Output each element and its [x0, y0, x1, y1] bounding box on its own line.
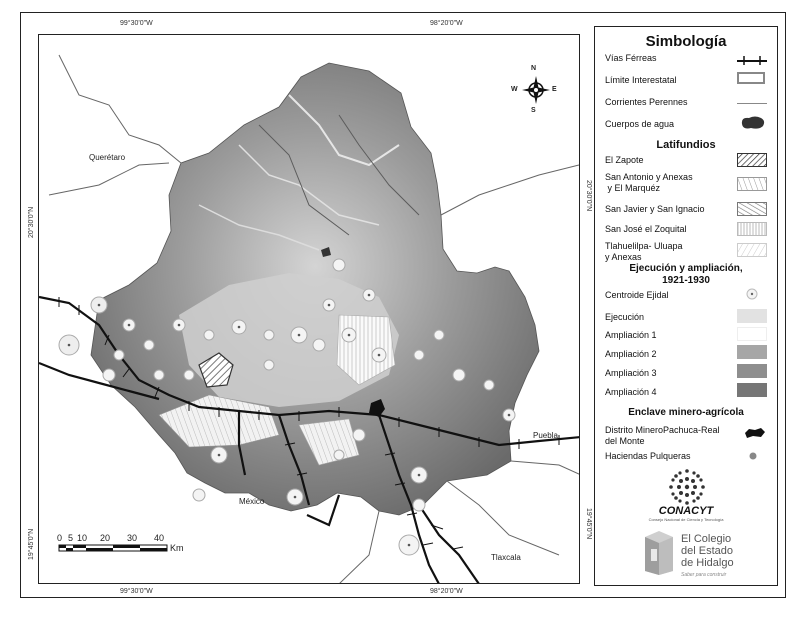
railway-icon — [735, 55, 769, 65]
latifundio-swatch-2 — [737, 202, 767, 216]
colegio-subtitle: Saber para construir — [681, 572, 727, 578]
water-body-icon — [739, 115, 767, 131]
latifundio-swatch-1 — [737, 177, 767, 191]
conacyt-logo-text: CONACYT — [658, 505, 714, 517]
coord-left-upper: 20°30'0"N — [28, 206, 35, 238]
conacyt-logo-icon — [665, 465, 709, 509]
latifundio-label-2: San Javier y San Ignacio — [605, 204, 705, 214]
compass-w: W — [511, 86, 518, 93]
latifundio-label-4: Tlahuelilpa- Uluapa y Anexas — [605, 241, 683, 262]
legend-title: Simbología — [645, 33, 727, 50]
coord-top-left: 99°30'0"W — [120, 20, 153, 27]
map-canvas — [39, 35, 580, 584]
latifundio-swatch-4 — [737, 243, 767, 257]
place-mexico: México — [239, 497, 265, 506]
river-icon — [737, 103, 767, 104]
ampliacion-swatch-4 — [737, 383, 767, 397]
colegio-line3: de Hidalgo — [681, 557, 734, 569]
colegio-line2: del Estado — [681, 545, 733, 557]
ampliacion-label-4: Ampliación 4 — [605, 387, 657, 397]
place-tlaxcala: Tlaxcala — [491, 553, 521, 562]
ampliacion-label-3: Ampliación 3 — [605, 368, 657, 378]
scale-unit: Km — [170, 543, 184, 553]
legend-cuerpos-label: Cuerpos de agua — [605, 119, 675, 129]
colegio-logo-icon — [641, 527, 677, 577]
compass-e: E — [552, 86, 557, 93]
scale-bar — [59, 545, 167, 551]
place-queretaro: Querétaro — [89, 153, 126, 162]
scale-tick-5: 5 — [68, 533, 74, 543]
legend-corrientes-label: Corrientes Perennes — [605, 97, 688, 107]
coord-right-lower: 19°45'0"N — [585, 508, 592, 540]
ampliacion-swatch-3 — [737, 364, 767, 378]
coord-bottom-left: 99°30'0"W — [120, 588, 153, 595]
legend — [594, 26, 778, 586]
compass-s: S — [531, 107, 536, 114]
scale-tick-0: 0 — [57, 533, 63, 543]
colegio-line1: El Colegio — [681, 533, 732, 545]
ejecucion-swatch — [737, 309, 767, 323]
conacyt-subtitle: Consejo Nacional de Ciencia y Tecnología — [648, 517, 724, 522]
latifundio-label-1: San Antonio y Anexas y El Marquéz — [605, 172, 693, 193]
hacienda-icon — [748, 451, 758, 461]
coord-top-right: 98°20'0"W — [430, 20, 463, 27]
ampliacion-swatch-2 — [737, 345, 767, 359]
legend-vias-label: Vías Férreas — [605, 53, 657, 63]
latifundio-label-3: San José el Zoquital — [605, 224, 687, 234]
ampliacion-label-1: Ampliación 1 — [605, 330, 657, 340]
centroide-label: Centroide Ejidal — [605, 290, 669, 300]
coord-left-lower: 19°45'0"N — [28, 528, 35, 560]
compass-rose — [522, 76, 550, 104]
distrito-label: Distrito MineroPachuca-Real del Monte — [605, 425, 720, 446]
mining-district-icon — [743, 427, 767, 439]
scale-tick-40: 40 — [154, 533, 165, 543]
latifundio-swatch-3 — [737, 222, 767, 236]
haciendas-label: Haciendas Pulqueras — [605, 451, 691, 461]
ejecucion-title: Ejecución y ampliación, 1921-1930 — [629, 263, 743, 286]
latifundio-swatch-0 — [737, 153, 767, 167]
enclave-title: Enclave minero-agrícola — [628, 407, 744, 418]
ampliacion-label-2: Ampliación 2 — [605, 349, 657, 359]
ampliacion-swatch-1 — [737, 327, 767, 341]
coord-right-upper: 20°30'0"N — [585, 180, 592, 212]
latifundio-label-0: El Zapote — [605, 155, 644, 165]
ejecucion-label: Ejecución — [605, 312, 645, 322]
boundary-icon — [737, 72, 765, 84]
centroid-icon — [745, 287, 759, 301]
coord-bottom-right: 98°20'0"W — [430, 588, 463, 595]
map-area[interactable] — [38, 34, 580, 584]
scale-tick-30: 30 — [127, 533, 138, 543]
place-puebla: Puebla — [533, 431, 558, 440]
scale-tick-20: 20 — [100, 533, 111, 543]
compass-n: N — [531, 65, 537, 72]
legend-limite-label: Límite Interestatal — [605, 75, 677, 85]
latifundios-title: Latifundios — [656, 139, 716, 151]
scale-tick-10: 10 — [77, 533, 88, 543]
